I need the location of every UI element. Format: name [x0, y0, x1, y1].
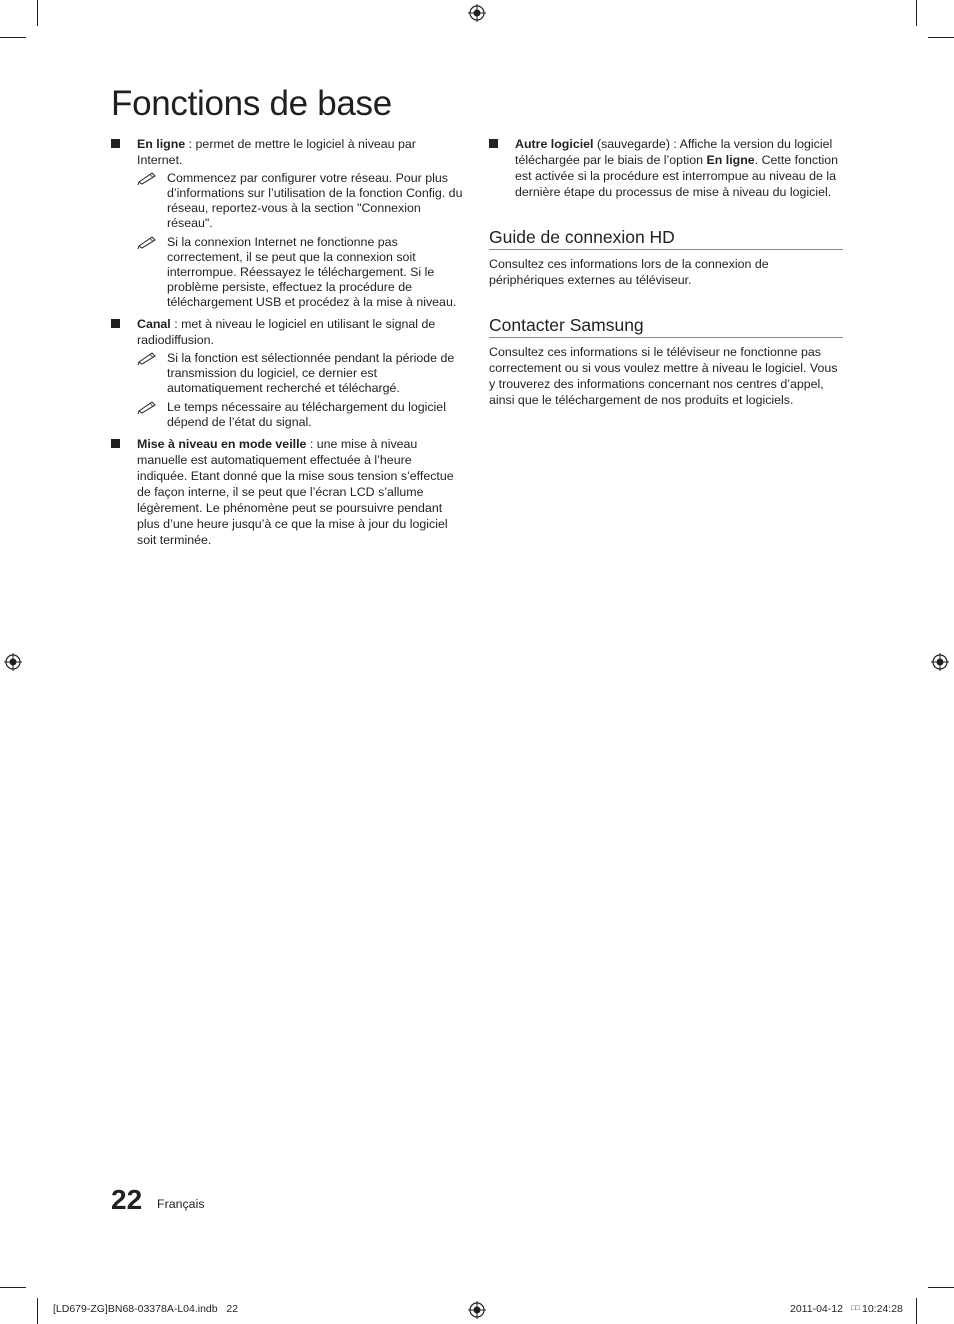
option-name: En ligne — [706, 153, 755, 167]
right-column — [489, 136, 843, 408]
pencil-note-icon — [137, 235, 159, 249]
item-label: Autre logiciel — [515, 137, 594, 151]
item-description: : met à niveau le logiciel en utilisant le signal de radiodiffusion. — [137, 317, 436, 347]
crop-mark — [0, 37, 26, 38]
note — [137, 235, 463, 310]
crop-mark — [0, 1287, 26, 1288]
registration-mark-icon — [931, 653, 949, 671]
crop-mark — [928, 37, 954, 38]
item-description: : permet de mettre le logiciel à niveau par Internet. — [137, 137, 416, 167]
list-item — [489, 136, 843, 200]
item-label: Canal — [137, 317, 171, 331]
crop-mark — [916, 1298, 917, 1324]
note — [137, 400, 463, 430]
crop-mark — [928, 1287, 954, 1288]
section-body: Consultez ces informations lors de la connexion de périphériques externes au téléviseur. — [489, 257, 769, 287]
list-item — [111, 436, 463, 548]
footer-file: [LD679-ZG]BN68-03378A-L04.indb 22 — [53, 1303, 239, 1315]
section-title: Guide de connexion HD — [489, 226, 843, 250]
page-number: 22 — [111, 1184, 143, 1215]
item-label: En ligne — [137, 137, 186, 151]
item-description: : une mise à niveau manuelle est automatiquement effectuée à l’heure indiquée. Etant donné que la mise sous tension s’effectue de façon interne, il se peut que l’écran LCD s’allume légèrement. Le phénomène peut se poursuivre pendant plus d’une heure jusqu’à ce que la mise à jour du logiciel soit terminée. — [137, 437, 454, 547]
footer-marker: □□ — [851, 1305, 860, 1312]
note — [137, 171, 463, 231]
page-language: Français — [157, 1197, 205, 1211]
list-item-text — [137, 316, 463, 348]
crop-mark — [37, 1298, 38, 1324]
registration-mark-icon — [468, 1301, 486, 1319]
crop-mark — [37, 0, 38, 26]
square-bullet-icon — [111, 439, 120, 448]
registration-mark-icon — [4, 653, 22, 671]
note-text: Si la connexion Internet ne fonctionne pas correctement, il se peut que la connexion soit interrompue. Réessayez le téléchargement. Si le problème persiste, effectuez la procédure de téléchargement USB et procédez à la mise à niveau. — [167, 235, 457, 309]
note-text: Commencez par configurer votre réseau. Pour plus d’informations sur l’utilisation de la fonction Config. du réseau, reportez-vous à la section "Connexion réseau". — [167, 171, 463, 230]
item-label: Mise à niveau en mode veille — [137, 437, 307, 451]
pencil-note-icon — [137, 400, 159, 414]
page-title: Fonctions de base — [111, 84, 392, 123]
section-body: Consultez ces informations si le téléviseur ne fonctionne pas correctement ou si vous voulez mettre à niveau le logiciel. Vous y trouverez des informations concernant nos centres d’appel, ainsi que le téléchargement de nos produits et logiciels. — [489, 345, 838, 407]
section-title: Contacter Samsung — [489, 314, 843, 338]
square-bullet-icon — [489, 139, 498, 148]
note-text: Le temps nécessaire au téléchargement du logiciel dépend de l’état du signal. — [167, 400, 446, 429]
list-item — [111, 136, 463, 310]
square-bullet-icon — [111, 319, 120, 328]
pencil-note-icon — [137, 171, 159, 185]
crop-mark — [916, 0, 917, 26]
registration-mark-icon — [468, 4, 486, 22]
list-item — [111, 316, 463, 430]
list-item-text — [137, 436, 463, 548]
footer-date: 2011-04-12 — [790, 1303, 843, 1315]
pencil-note-icon — [137, 351, 159, 365]
square-bullet-icon — [111, 139, 120, 148]
left-column — [111, 136, 463, 554]
item-description-end: . Cette fonction est activée si la procédure est interrompue au niveau de la dernière étape du processus de mise à niveau du logiciel. — [515, 153, 839, 199]
footer-time: 10:24:28 — [862, 1303, 903, 1315]
list-item-text — [515, 136, 843, 200]
note — [137, 351, 463, 396]
list-item-text — [137, 136, 463, 168]
note-text: Si la fonction est sélectionnée pendant la période de transmission du logiciel, ce dernier est automatiquement recherché et téléchargé. — [167, 351, 455, 395]
item-description: (sauvegarde) : Affiche la version du logiciel téléchargée par le biais de l’option — [515, 137, 833, 167]
